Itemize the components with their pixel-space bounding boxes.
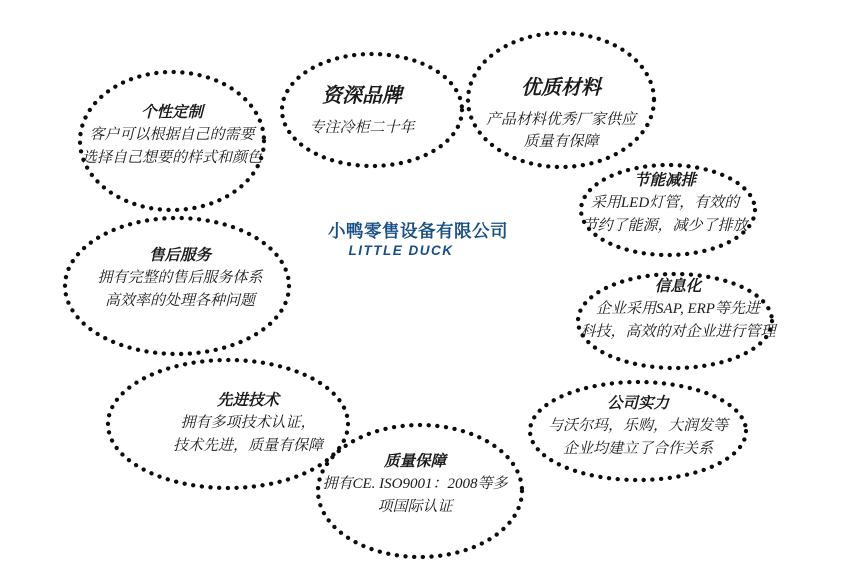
bubble-line: 拥有多项技术认证，	[180, 415, 316, 431]
bubble-company-strength	[548, 392, 728, 461]
bubble-line: 专注冷柜二十年	[309, 120, 415, 136]
bubble-line: 拥有完整的售后服务体系	[97, 270, 263, 286]
bubble-senior-brand	[309, 83, 414, 139]
bubble-line: 采用LED灯管，有效的	[590, 195, 740, 211]
bubble-after-sales-service	[97, 244, 262, 313]
brand-name-en: LITTLE DUCK	[348, 243, 454, 258]
bubble-informatization	[580, 275, 775, 344]
bubble-title: 质量保障	[383, 453, 446, 470]
bubble-line: 产品材料优秀厂家供应	[485, 112, 637, 128]
bubble-line: 科技，高效的对企业进行管理	[580, 324, 776, 340]
bubble-energy-saving	[582, 169, 747, 238]
bubble-line: 节约了能源，减少了排放	[582, 218, 748, 234]
bubble-title: 资深品牌	[321, 85, 402, 107]
bubble-line: 高效率的处理各种问题	[104, 293, 256, 309]
bubble-title: 公司实力	[606, 395, 670, 412]
bubble-line: 企业采用SAP, ERP等先进	[596, 301, 760, 317]
bubble-title: 先进技术	[216, 392, 280, 409]
bubble-line: 项国际认证	[377, 499, 453, 515]
bubble-quality-materials	[486, 75, 636, 153]
company-name-cn: 小鸭零售设备有限公司	[328, 221, 508, 241]
bubble-line: 客户可以根据自己的需要	[89, 127, 255, 143]
bubble-line: 技术先进，质量有保障	[172, 438, 324, 454]
bubble-title: 节能减排	[633, 172, 697, 189]
bubble-quality-assurance	[323, 450, 508, 519]
bubble-line: 与沃尔玛，乐购，大润发等	[547, 418, 729, 434]
bubble-title: 售后服务	[148, 247, 212, 264]
bubble-line: 企业均建立了合作关系	[562, 441, 714, 457]
bubble-title: 个性定制	[140, 104, 204, 121]
bubble-title: 信息化	[654, 278, 702, 295]
bubble-advanced-technology	[173, 389, 323, 458]
bubble-line: 质量有保障	[523, 134, 599, 150]
bubble-custom-design	[82, 101, 262, 170]
bubble-line: 选择自己想要的样式和颜色	[81, 150, 263, 166]
bubble-line: 拥有CE. ISO9001：2008等多	[322, 476, 508, 492]
bubble-title: 优质材料	[520, 77, 601, 99]
